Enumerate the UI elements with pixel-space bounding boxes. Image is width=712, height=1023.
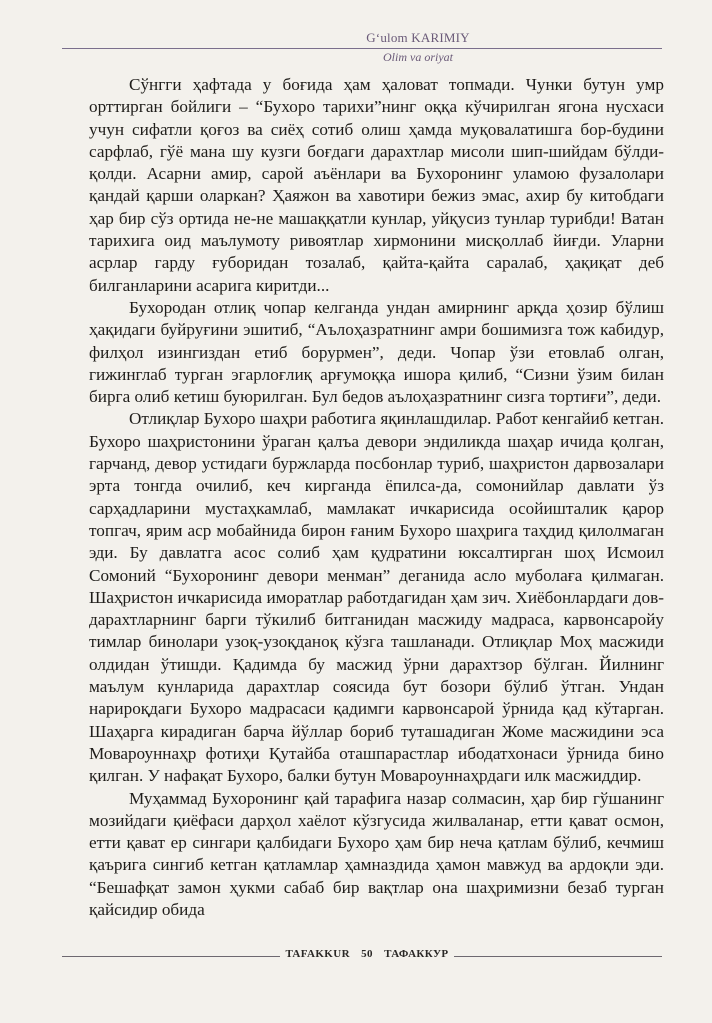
running-head-title: Olim va oriyat xyxy=(383,50,453,64)
running-head-rule xyxy=(62,48,662,49)
footer-rule-left xyxy=(62,956,280,957)
running-head-author: G‘ulom KARIMIY xyxy=(366,30,470,45)
article-body xyxy=(89,74,664,921)
footer-rule-right xyxy=(454,956,662,957)
paragraph: Сўнгги ҳафтада у боғида ҳам ҳаловат топмади. Чунки бутун умр орттирган бойлиги – “Бухоро тарихи”нинг оққа кўчирилган ягона нусхаси учун сифатли қоғоз ва сиёҳ сотиб олиш ҳамда муқовалатишга бор-будини сарфлаб, гўё мана шу кузги боғдаги дарахтлар мисоли шип-шийдам бўлди-қолди. Асарни амир, сарой аъёнлари ва Бухоронинг уламою фузалолари қандай қарши оларкан? Ҳаяжон ва хавотири бежиз эмас, ахир бу китобдаги ҳар бир сўз ортида не-не машаққатли кунлар, уйқусиз тунлар турибди! Ватан тарихига оид маълумоту ривоятлар хирмонини мисқоллаб йиғди. Уларни асрлар гарду ғуборидан тозалаб, қайта-қайта саралаб, ҳақиқат деб билганларини асарига киритди... xyxy=(89,75,664,295)
page-number: 50 xyxy=(361,948,373,960)
footer-journal-cyrillic: ТАФАККУР xyxy=(384,948,449,960)
paragraph: Муҳаммад Бухоронинг қай тарафига назар солмасин, ҳар бир гўшанинг мозийдаги қиёфаси дарҳол хаёлот кўзгусида жилваланар, етти қават осмон, етти қават ер сингари қалбидаги Бухоро ҳам бир неча қатлам бўлиб, кечмиш қаърига сингиб кетган қатламлар ҳамназдида ҳамон мавжуд ва ардоқли эди. “Бешафқат замон ҳукми сабаб бир вақтлар она шаҳримизни безаб турган қайсидир обида xyxy=(89,788,664,919)
footer-journal-latin: TAFAKKUR xyxy=(285,948,350,960)
page-footer xyxy=(62,946,662,966)
paragraph: Отлиқлар Бухоро шаҳри работига яқинлашдилар. Работ кенгайиб кетган. Бухоро шаҳристонини ўраган қалъа девори эндиликда шаҳар ичида қолган, гарчанд, девор устидаги буржларда посбонлар туриб, шаҳристон дарвозалари эрта тонгда очилиб, кеч кирганда ёпилса-да, сомонийлар давлати ўз сарҳадларини мустаҳкамлаб, мамлакат ичкарисида осойишталик қарор топгач, ярим аср мобайнида бирон ғаним Бухоро шаҳрига таҳдид қилолмаган эди. Бу давлатга асос солиб ҳам қудратини юксалтирган шоҳ Исмоил Сомоний “Бухоронинг девори менман” деганида асло муболаға қилмаган. Шаҳристон ичкарисида иморатлар работдагидан ҳам зич. Хиёбонлардаги дов-дарахтларнинг барги тўкилиб битганидан масжиду мадраса, карвонсаройу тимлар бинолари узоқ-узоқданоқ кўзга ташланади. Отлиқлар Моҳ масжиди олдидан ўтишди. Қадимда бу масжид ўрни дарахтзор бўлган. Йилнинг маълум кунларида дарахтлар соясида бут бозори бўлиб ўтган. Ундан нарироқдаги Бухоро мадрасаси қадимги карвонсарой ўрнида қад кўтарган. Шаҳарга кирадиган барча йўллар бориб туташадиган Жоме масжидини эса Мовароуннаҳр фотиҳи Қутайба оташпарастлар ибодатхонаси ўрнида бино қилган. У нафақат Бухоро, балки бутун Мовароуннаҳрдаги илк масжиддир. xyxy=(89,409,664,786)
paragraph: Бухородан отлиқ чопар келганда ундан амирнинг арқда ҳозир бўлиш ҳақидаги буйруғини эшитиб, “Аълоҳазратнинг амри бошимизга тож кабидур, филҳол изингиздан етиб борурмен”, деди. Чопар ўзи етовлаб олган, гижинглаб турган эгарлоғлиқ арғумоққа ишора қилиб, “Сизни ўзим билан бирга олиб кетиш буюрилган. Бул бедов аълоҳазратнинг сизга тортиғи”, деди. xyxy=(89,297,664,407)
footer-label xyxy=(280,948,454,960)
